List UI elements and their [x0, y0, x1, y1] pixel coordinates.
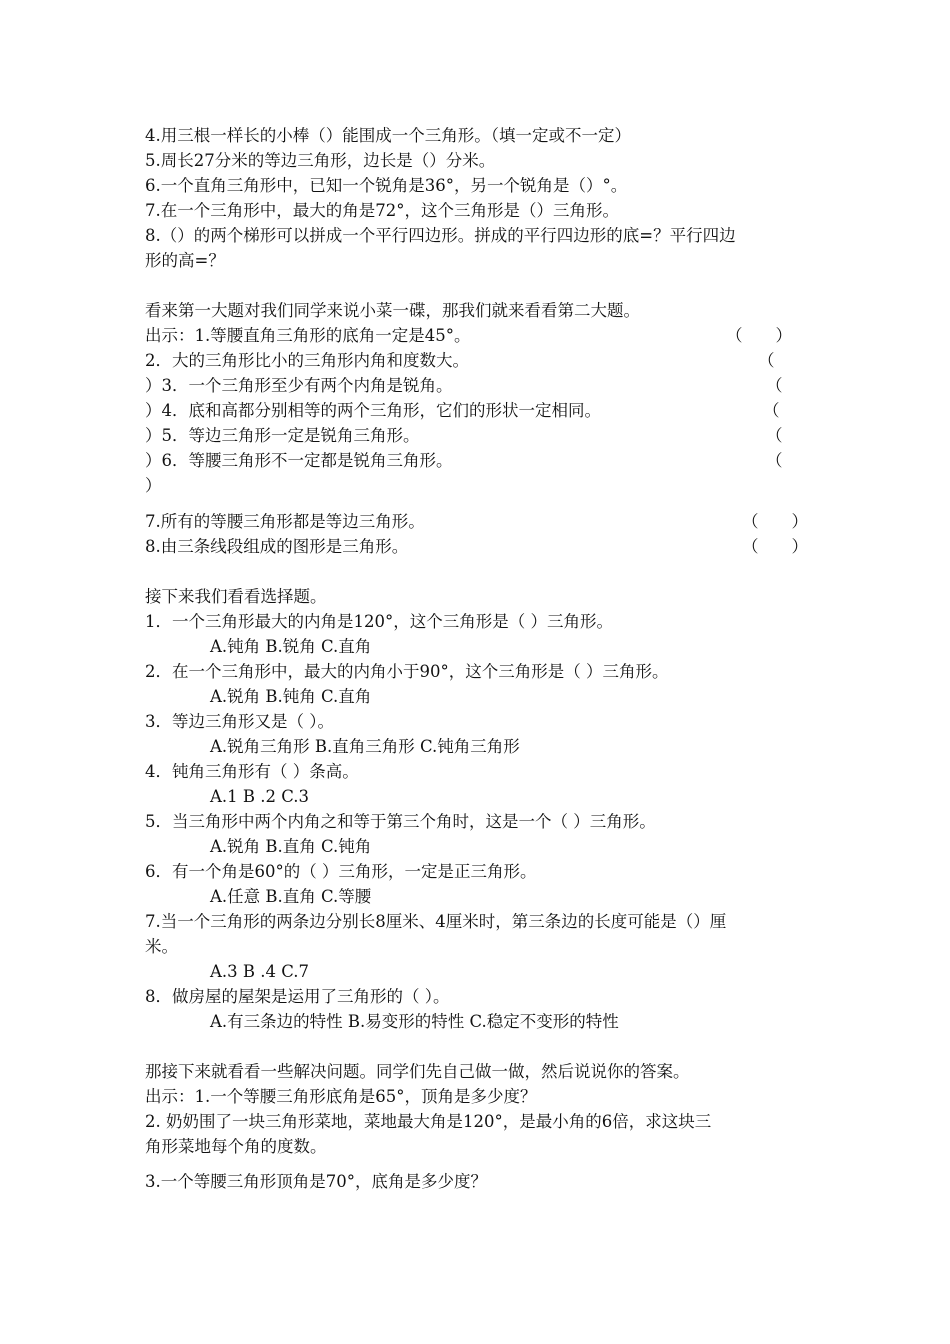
judge-paren-5: （ — [766, 426, 783, 445]
choice-question-4: 4．钝角三角形有（ ）条高。 — [145, 762, 359, 781]
fill-in-question-4: 4.用三根一样长的小棒（）能围成一个三角形。（填一定或不一定） — [145, 126, 631, 145]
judge-paren-8: （ ） — [742, 537, 808, 556]
solve-question-2-line2: 角形菜地每个角的度数。 — [145, 1137, 327, 1156]
choice-options-7: A.3 B .4 C.7 — [210, 962, 310, 981]
solve-intro: 那接下来就看看一些解决问题。同学们先自己做一做，然后说说你的答案。 — [145, 1062, 690, 1081]
choice-question-5: 5．当三角形中两个内角之和等于第三个角时，这是一个（ ）三角形。 — [145, 812, 656, 831]
solve-question-3: 3.一个等腰三角形顶角是70°，底角是多少度？ — [145, 1172, 487, 1191]
fill-in-question-6: 6.一个直角三角形中，已知一个锐角是36°，另一个锐角是（）°。 — [145, 176, 628, 195]
judge-paren-4: （ — [763, 401, 780, 420]
choice-options-3: A.锐角三角形 B.直角三角形 C.钝角三角形 — [210, 737, 520, 756]
solve-question-2-line1: 2. 奶奶围了一块三角形菜地，菜地最大角是120°，是最小角的6倍，求这块三 — [145, 1112, 712, 1131]
judge-line-2: 2．大的三角形比小的三角形内角和度数大。 — [145, 351, 469, 370]
choice-question-6: 6．有一个角是60°的（ ）三角形，一定是正三角形。 — [145, 862, 537, 881]
choice-options-4: A.1 B .2 C.3 — [210, 787, 310, 806]
choice-question-7-line1: 7.当一个三角形的两条边分别长8厘米、4厘米时，第三条边的长度可能是（）厘 — [145, 912, 727, 931]
judge-line-5: ）5．等边三角形一定是锐角三角形。 — [145, 426, 420, 445]
choice-options-1: A.钝角 B.锐角 C.直角 — [210, 637, 372, 656]
judge-line-1: 出示：1.等腰直角三角形的底角一定是45°。 — [145, 326, 471, 345]
judge-paren-3: （ — [766, 376, 783, 395]
choice-options-6: A.任意 B.直角 C.等腰 — [210, 887, 372, 906]
choice-options-5: A.锐角 B.直角 C.钝角 — [210, 837, 372, 856]
choice-question-7-line2: 米。 — [145, 937, 178, 956]
judge-paren-2: （ — [758, 351, 775, 370]
choice-question-8: 8．做房屋的屋架是运用了三角形的（ ）。 — [145, 987, 450, 1006]
judge-line-7: ） — [145, 476, 162, 495]
judge-paren-6: （ — [766, 451, 783, 470]
judge-question-7: 7.所有的等腰三角形都是等边三角形。 — [145, 512, 425, 531]
fill-in-question-7: 7.在一个三角形中，最大的角是72°，这个三角形是（）三角形。 — [145, 201, 619, 220]
judge-intro: 看来第一大题对我们同学来说小菜一碟，那我们就来看看第二大题。 — [145, 301, 640, 320]
judge-paren-1: （ ） — [726, 326, 792, 345]
choice-question-2: 2．在一个三角形中，最大的内角小于90°，这个三角形是（ ）三角形。 — [145, 662, 669, 681]
judge-line-6: ）6．等腰三角形不一定都是锐角三角形。 — [145, 451, 453, 470]
judge-question-8: 8.由三条线段组成的图形是三角形。 — [145, 537, 409, 556]
judge-paren-7: （ ） — [742, 512, 808, 531]
fill-in-question-8-line1: 8.（）的两个梯形可以拼成一个平行四边形。拼成的平行四边形的底=？平行四边 — [145, 226, 736, 245]
judge-line-3: ）3．一个三角形至少有两个内角是锐角。 — [145, 376, 453, 395]
choice-intro: 接下来我们看看选择题。 — [145, 587, 327, 606]
choice-options-8: A.有三条边的特性 B.易变形的特性 C.稳定不变形的特性 — [210, 1012, 619, 1031]
fill-in-question-8-line2: 形的高=？ — [145, 251, 225, 270]
fill-in-question-5: 5.周长27分米的等边三角形，边长是（）分米。 — [145, 151, 496, 170]
choice-question-1: 1．一个三角形最大的内角是120°，这个三角形是（ ）三角形。 — [145, 612, 613, 631]
solve-question-1: 出示：1.一个等腰三角形底角是65°，顶角是多少度？ — [145, 1087, 537, 1106]
choice-options-2: A.锐角 B.钝角 C.直角 — [210, 687, 372, 706]
judge-line-4: ）4．底和高都分别相等的两个三角形，它们的形状一定相同。 — [145, 401, 601, 420]
choice-question-3: 3．等边三角形又是（ ）。 — [145, 712, 334, 731]
